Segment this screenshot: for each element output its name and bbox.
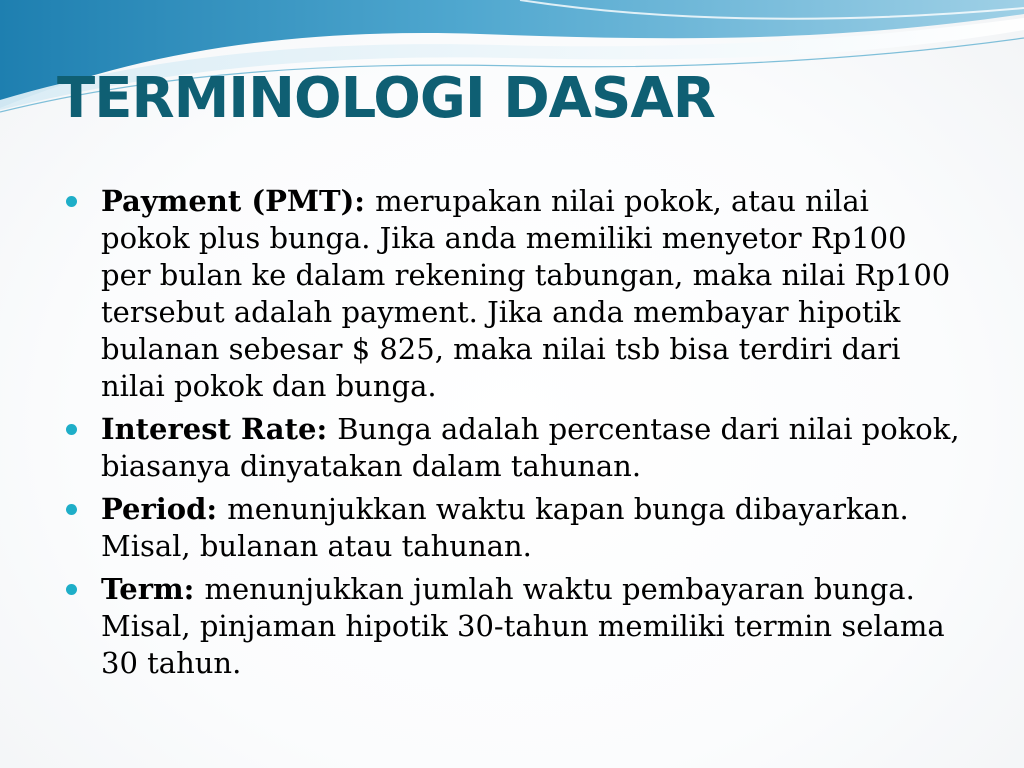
term-description: menunjukkan jumlah waktu pembayaran bunga. Misal, pinjaman hipotik 30-tahun memiliki termin selama 30 tahun. xyxy=(101,572,945,680)
term-label: Payment (PMT): xyxy=(101,184,376,218)
list-item xyxy=(62,183,962,405)
term-label: Interest Rate: xyxy=(101,412,338,446)
list-item xyxy=(62,571,962,682)
term-label: Period: xyxy=(101,492,228,526)
term-description: merupakan nilai pokok, atau nilai pokok plus bunga. Jika anda memiliki menyetor Rp100 per bulan ke dalam rekening tabungan, maka nilai Rp100 tersebut adalah payment. Jika anda membayar hipotik bulanan sebesar $ 825, maka nilai tsb bisa terdiri dari nilai pokok dan bunga. xyxy=(101,184,951,403)
bullet-dot-icon xyxy=(66,504,77,515)
term-label: Term: xyxy=(101,572,205,606)
bullet-dot-icon xyxy=(66,196,77,207)
list-item xyxy=(62,411,962,485)
bullet-list xyxy=(62,183,962,688)
term-description: Bunga adalah percentase dari nilai pokok, biasanya dinyatakan dalam tahunan. xyxy=(101,412,960,483)
slide-title: TERMINOLOGI DASAR xyxy=(57,66,715,131)
list-item xyxy=(62,491,962,565)
term-description: menunjukkan waktu kapan bunga dibayarkan. Misal, bulanan atau tahunan. xyxy=(101,492,909,563)
bullet-dot-icon xyxy=(66,424,77,435)
bullet-dot-icon xyxy=(66,584,77,595)
